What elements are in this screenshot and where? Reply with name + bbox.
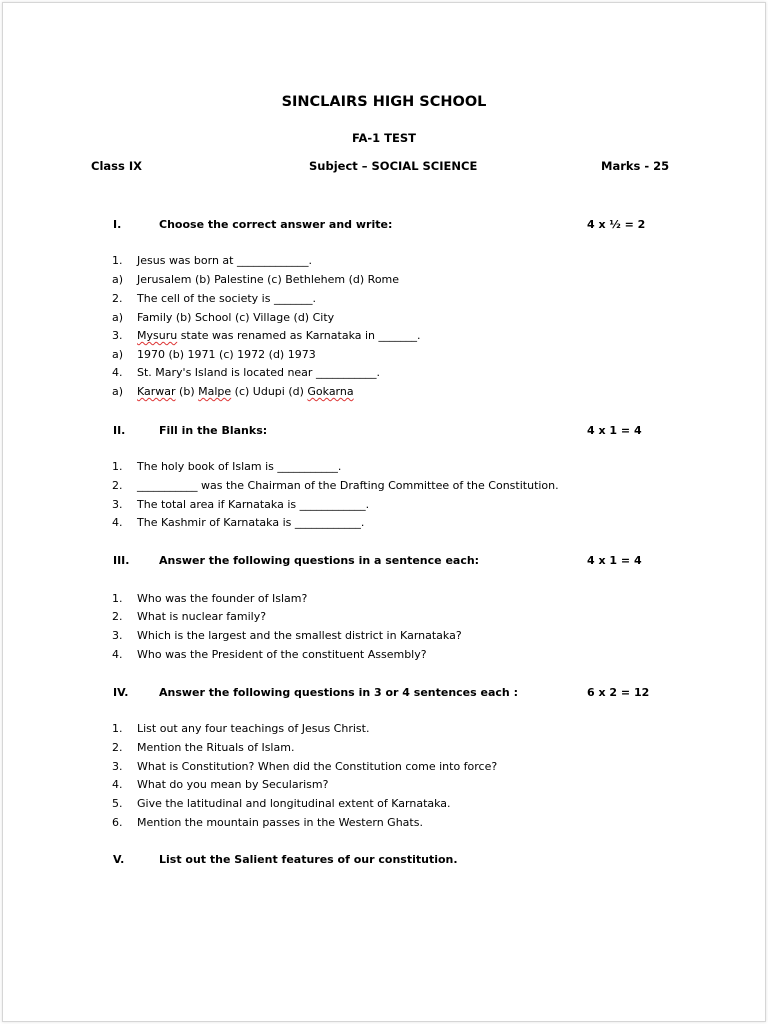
section-title: Fill in the Blanks: xyxy=(159,424,268,437)
subject-label: Subject – SOCIAL SCIENCE xyxy=(309,159,478,173)
question-text: Mention the mountain passes in the Western Ghats. xyxy=(137,816,423,829)
options-text: 1970 (b) 1971 (c) 1972 (d) 1973 xyxy=(137,348,316,361)
options-text: Karwar (b) Malpe (c) Udupi (d) Gokarna xyxy=(137,385,354,398)
option-label: a) xyxy=(112,311,124,324)
question-number: 1. xyxy=(112,254,123,267)
question-text: The total area if Karnataka is ____________. xyxy=(137,498,370,511)
question-number: 3. xyxy=(112,629,123,642)
question-text: Who was the President of the constituent Assembly? xyxy=(137,648,427,661)
question-number: 2. xyxy=(112,610,123,623)
section-marks: 4 x 1 = 4 xyxy=(587,554,642,567)
question-text: St. Mary's Island is located near ___________. xyxy=(137,366,380,379)
section-marks: 4 x 1 = 4 xyxy=(587,424,642,437)
paper-page xyxy=(2,2,766,1022)
options-text: Family (b) School (c) Village (d) City xyxy=(137,311,335,324)
question-number: 4. xyxy=(112,778,123,791)
question-text: The Kashmir of Karnataka is ____________. xyxy=(137,516,365,529)
question-text: Mysuru state was renamed as Karnataka in _______. xyxy=(137,329,421,342)
section-marks: 6 x 2 = 12 xyxy=(587,686,650,699)
question-number: 4. xyxy=(112,366,123,379)
section-number: II. xyxy=(113,424,126,437)
question-text: The cell of the society is _______. xyxy=(137,292,316,305)
question-text: Who was the founder of Islam? xyxy=(137,592,308,605)
section-number: I. xyxy=(113,218,122,231)
section-title: List out the Salient features of our constitution. xyxy=(159,853,458,866)
question-text: ___________ was the Chairman of the Drafting Committee of the Constitution. xyxy=(137,479,559,492)
question-number: 4. xyxy=(112,516,123,529)
question-text: Mention the Rituals of Islam. xyxy=(137,741,295,754)
question-number: 5. xyxy=(112,797,123,810)
class-label: Class IX xyxy=(91,159,142,173)
question-text: The holy book of Islam is ___________. xyxy=(137,460,342,473)
section-title: Answer the following questions in a sentence each: xyxy=(159,554,480,567)
question-text: List out any four teachings of Jesus Christ. xyxy=(137,722,370,735)
question-text: What do you mean by Secularism? xyxy=(137,778,329,791)
section-marks: 4 x ½ = 2 xyxy=(587,218,646,231)
option-label: a) xyxy=(112,273,124,286)
question-text: Jesus was born at _____________. xyxy=(137,254,312,267)
school-name: SINCLAIRS HIGH SCHOOL xyxy=(281,94,487,110)
question-number: 1. xyxy=(112,722,123,735)
section-number: V. xyxy=(113,853,125,866)
question-number: 3. xyxy=(112,329,123,342)
question-number: 2. xyxy=(112,479,123,492)
question-number: 2. xyxy=(112,741,123,754)
question-number: 3. xyxy=(112,498,123,511)
test-title: FA-1 TEST xyxy=(351,131,417,145)
options-text: Jerusalem (b) Palestine (c) Bethlehem (d) Rome xyxy=(137,273,400,286)
question-text: Give the latitudinal and longitudinal extent of Karnataka. xyxy=(137,797,451,810)
marks-label: Marks - 25 xyxy=(601,159,670,173)
question-text: Which is the largest and the smallest district in Karnataka? xyxy=(137,629,462,642)
option-label: a) xyxy=(112,385,124,398)
question-number: 1. xyxy=(112,592,123,605)
option-label: a) xyxy=(112,348,124,361)
question-text: What is nuclear family? xyxy=(137,610,267,623)
question-number: 1. xyxy=(112,460,123,473)
section-number: IV. xyxy=(113,686,129,699)
section-title: Answer the following questions in 3 or 4 sentences each : xyxy=(159,686,518,699)
section-title: Choose the correct answer and write: xyxy=(159,218,393,231)
question-number: 3. xyxy=(112,760,123,773)
question-number: 2. xyxy=(112,292,123,305)
question-number: 4. xyxy=(112,648,123,661)
question-number: 6. xyxy=(112,816,123,829)
section-number: III. xyxy=(113,554,130,567)
question-text: What is Constitution? When did the Constitution come into force? xyxy=(137,760,498,773)
